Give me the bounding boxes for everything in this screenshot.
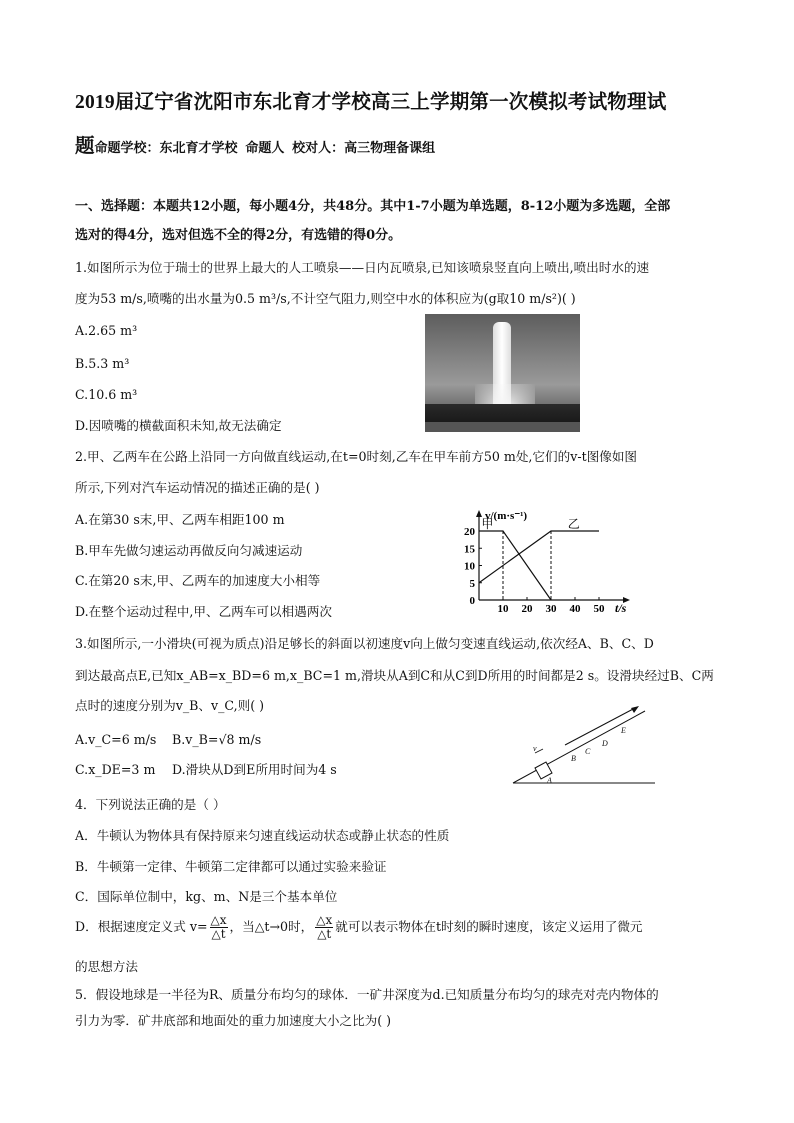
y-tick-20: 20	[464, 526, 475, 538]
chart-axes	[479, 514, 625, 600]
q3-line-2: 到达最高点E,已知x_AB=x_BD=6 m,x_BC=1 m,滑块从A到C和从C到D所用的时间都是2 s。设滑块经过B、C两	[75, 668, 714, 683]
x-tick-40: 40	[569, 603, 581, 615]
author-info: 命题学校：东北育才学校 命题人 校对人：高三物理备课组	[94, 141, 436, 156]
q4-option-d	[75, 913, 643, 941]
y-axis-label: v/(m·s⁻¹)	[485, 510, 528, 522]
y-axis-arrow	[476, 510, 482, 517]
q2-option-a: A.在第30 s末,甲、乙两车相距100 m	[75, 512, 285, 527]
motion-arrowhead	[631, 706, 639, 713]
q3-line-3: 点时的速度分别为v_B、v_C,则( )	[75, 698, 265, 713]
q2-option-c: C.在第20 s末,甲、乙两车的加速度大小相等	[75, 573, 321, 588]
title-line-2	[75, 130, 435, 158]
q2-line-1: 2.甲、乙两车在公路上沿同一方向做直线运动,在t=0时刻,乙车在甲车前方50 m处,它们的v-t图像如图	[75, 449, 638, 464]
fraction-dx-dt-1: $\frac{\triangle x}{\triangle t}$	[210, 913, 227, 941]
q2-option-b: B.甲车先做匀速运动再做反向匀减速运动	[75, 543, 303, 558]
section-1-line-2: 选对的得4分，选对但选不全的得2分，有选错的得0分。	[75, 228, 402, 243]
legend-yi: 乙	[567, 517, 580, 531]
label-v: v	[533, 744, 537, 753]
x-tick-30: 30	[545, 603, 557, 615]
q4-d-mid: ，当△t→0时，	[229, 919, 314, 934]
legend-jia: 甲	[481, 517, 494, 531]
q4-option-a: A．牛顿认为物体具有保持原来匀速直线运动状态或静止状态的性质	[75, 828, 450, 843]
q1-option-a: A.2.65 m³	[75, 323, 138, 338]
incline-diagram	[505, 705, 680, 787]
x-tick-10: 10	[497, 603, 509, 615]
series-line-yi	[479, 531, 599, 583]
q4-d-post: 就可以表示物体在t时刻的瞬时速度，该定义运用了微元	[335, 919, 643, 934]
q5-line-2: 引力为零．矿井底部和地面处的重力加速度大小之比为( )	[75, 1013, 392, 1028]
q3-option-c: C.x_DE=3 m	[75, 762, 156, 777]
q4-option-d-line-2: 的思想方法	[75, 959, 138, 974]
y-tick-10: 10	[464, 560, 475, 573]
label-a: A	[547, 776, 552, 785]
y-tick-5: 5	[469, 577, 475, 590]
title-tail: 题	[75, 136, 95, 157]
label-c: C	[585, 747, 591, 756]
q5-line-1: 5．假设地球是一半径为R、质量分布均匀的球体．一矿井深度为d.已知质量分布均匀的球壳对壳内物体的	[75, 987, 659, 1002]
y-tick-15: 15	[464, 543, 475, 556]
q1-line-2: 度为53 m/s,喷嘴的出水量为0.5 m³/s,不计空气阻力,则空中水的体积应为(g取10 m/s²)( )	[75, 291, 576, 306]
q1-option-c: C.10.6 m³	[75, 387, 138, 402]
q1-line-1: 1.如图所示为位于瑞士的世界上最大的人工喷泉——日内瓦喷泉,已知该喷泉竖直向上喷出,喷出时水的速	[75, 260, 650, 275]
q3-option-b: B.v_B=√8 m/s	[172, 732, 262, 747]
q4-option-b: B．牛顿第一定律、牛顿第二定律都可以通过实验来验证	[75, 859, 387, 874]
q1-option-d: D.因喷嘴的横截面积未知,故无法确定	[75, 418, 282, 433]
x-tick-20: 20	[521, 603, 533, 615]
q2-option-d: D.在整个运动过程中,甲、乙两车可以相遇两次	[75, 604, 332, 619]
x-tick-50: 50	[593, 603, 605, 615]
label-e: E	[621, 726, 626, 735]
fraction-dx-dt-2: $\frac{\triangle x}{\triangle t}$	[316, 913, 333, 941]
series-line-jia	[479, 531, 551, 600]
vt-chart	[455, 506, 645, 618]
q3-line-1: 3.如图所示,一小滑块(可视为质点)沿足够长的斜面以初速度v向上做匀变速直线运动,依次经A、B、C、D	[75, 636, 654, 651]
y-tick-0: 0	[469, 595, 475, 607]
x-axis-label: t/s	[615, 601, 627, 615]
section-1-line-1: 一、选择题：本题共12小题，每小题4分，共48分。其中1-7小题为单选题，8-12小题为多选题，全部	[75, 199, 671, 214]
q3-option-d: D.滑块从D到E所用时间为4 s	[172, 762, 337, 777]
q3-option-a: A.v_C=6 m/s	[75, 732, 157, 747]
label-d: D	[602, 739, 608, 748]
page-title: 2019届辽宁省沈阳市东北育才学校高三上学期第一次模拟考试物理试	[75, 92, 667, 113]
q4-line-1: 4．下列说法正确的是（ ）	[75, 797, 226, 812]
label-b: B	[571, 754, 576, 763]
fountain-photo	[425, 314, 580, 432]
q4-d-pre: D．根据速度定义式 v=	[75, 919, 208, 934]
lake	[425, 422, 580, 432]
q2-line-2: 所示,下列对汽车运动情况的描述正确的是( )	[75, 480, 320, 495]
q4-option-c: C．国际单位制中，kg、m、N是三个基本单位	[75, 889, 338, 904]
q1-option-b: B.5.3 m³	[75, 356, 130, 371]
